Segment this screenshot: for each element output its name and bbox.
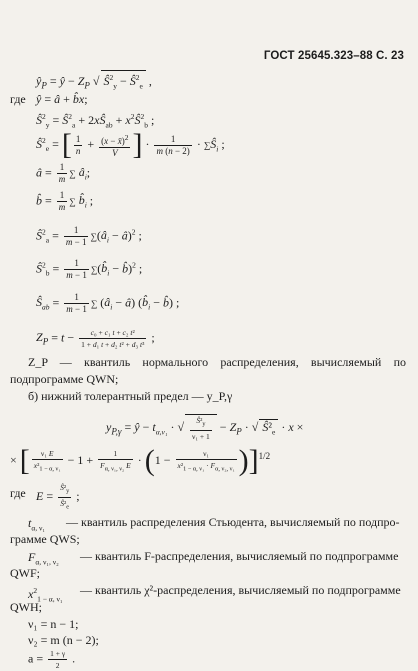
alpha-formula: a = $\frac{1 + \gamma}{2}$ . <box>28 649 76 670</box>
nu2-formula: ν₂ = m (n − 2); <box>28 633 99 647</box>
zp-description-line1: Z_P — квантиль нормального распределения, вычисляемый по <box>28 355 406 369</box>
formula-sab: $Ŝ_{ab}$ = $\frac{1}{m - 1}$ ∑ ($â_i$ − â) ($b̂_i$ − b̂) ; <box>36 292 180 314</box>
where-label-1: где <box>10 92 26 106</box>
formula-y-hat: ŷ = â + b̂x; <box>36 92 88 106</box>
formula-b-hat: b̂ = $\frac{1}{m}$ ∑ $b̂_i$ ; <box>36 190 94 212</box>
formula-sb: $Ŝ^2_b$ = $\frac{1}{m - 1}$ $\sum(b̂_i$ − b̂)$^2$ ; <box>36 258 143 280</box>
f-quantile-description2: QWF; <box>10 566 40 580</box>
formula-sy: $Ŝ^2_y$ = $Ŝ^2_a$ + $2xŜ_{ab}$ + $x^2Ŝ^2_b$ ; <box>36 112 155 130</box>
section-b-heading: б) нижний толерантный предел — y_P,γ <box>28 389 233 403</box>
t-quantile-description1: — квантиль распределения Стьюдента, вычисляемый по подпро- <box>66 515 400 529</box>
zp-description-line2: подпрограмме QWN; <box>10 372 119 386</box>
formula-ypg-line1: $y_{P,\gamma}$ = ŷ − $t_{\alpha,\nu_1}$ · √ $\frac{Ŝ^2_y}{\text{ν₁ + 1}}$ − $Z_P$ · √ $Ŝ^2_e \cdot x$ × <box>106 416 304 441</box>
formula-a-hat: â = $\frac{1}{m}$ ∑ $â_i$; <box>36 162 91 184</box>
formula-zp: $Z_P = t$ − $\frac{\text{c₀ + c₁ t + c₂ t²}}{\text{1 + d₁ t + d₂ t² + d₃ t³}}$ ; <box>36 328 155 349</box>
formula-ypg-line2: × [ $\frac{\text{ν₁ E}}{x^2_{1 - \alpha, \nu_1}}$ − 1 + $\frac{1}{F_{\alpha, \nu_1, \nu_2} E}$ · (1 − $\frac{\text{ν₁}}{x^2_{1 - \alpha, \nu_1} \cdot F_{\alpha, \nu_2, \nu_1}}$ )]$^{1/2}$ <box>10 444 271 477</box>
chi-quantile-description2: QWH; <box>10 600 42 614</box>
f-quantile-symbol: $F_{\alpha, \nu_1, \nu_2}$ <box>28 550 59 567</box>
f-quantile-description1: — квантиль F-распределения, вычисляемый по подпрограмме <box>80 549 399 563</box>
formula-yp: $ŷ_P$ = ŷ − $Z_P$ √ $Ŝ^2_y$ − $Ŝ^2_e$ , <box>36 70 152 93</box>
page-header: ГОСТ 25645.323–88 С. 23 <box>263 50 404 62</box>
t-quantile-symbol: $t_{\alpha, \nu_1}$ <box>28 516 46 533</box>
chi-quantile-symbol: $x^2_{1 - \alpha, \nu_1}$ <box>28 586 63 604</box>
where-label-2: где <box>10 486 26 500</box>
t-quantile-description2: грамме QWS; <box>10 532 80 546</box>
nu1-formula: ν₁ = n − 1; <box>28 617 79 631</box>
chi-quantile-description1: — квантиль χ²-распределения, вычисляемый по подпрограмме <box>80 583 401 597</box>
alpha-label: a = <box>28 651 44 666</box>
formula-sa: $Ŝ^2_a$ = $\frac{1}{m - 1}$ $\sum(â_i$ − â)$^2$ ; <box>36 225 142 247</box>
formula-se: $Ŝ^2_e$ = [ $\frac{1}{n}$ + $\frac{(x - x̄)^2}{V}$ ] · $\frac{1}{m (n - 2)}$ · $\sum Ŝ_i$ ; <box>36 128 225 161</box>
formula-e: E = $\frac{Ŝ^2_y}{Ŝ^2_e}$ ; <box>36 483 80 510</box>
